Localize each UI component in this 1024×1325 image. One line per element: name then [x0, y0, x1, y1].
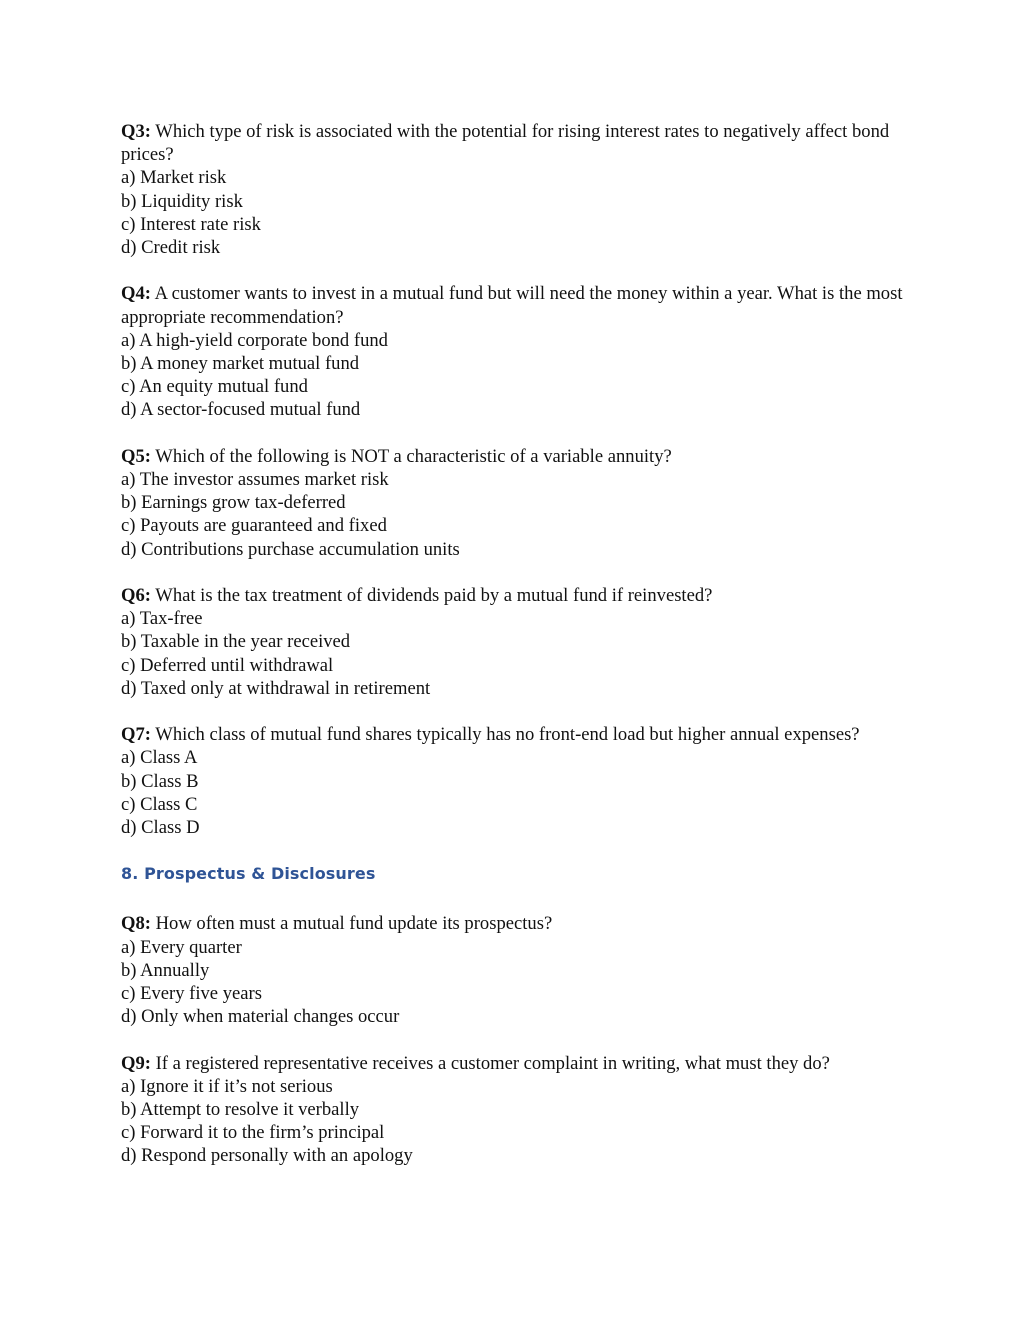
- answer-option: d) Contributions purchase accumulation units: [121, 538, 460, 560]
- answer-option: c) Interest rate risk: [121, 213, 261, 235]
- question-q3: [121, 120, 911, 259]
- question-prompt: What is the tax treatment of dividends paid by a mutual fund if reinvested?: [155, 585, 713, 607]
- answer-option: c) Deferred until withdrawal: [121, 654, 334, 676]
- question-text: [121, 282, 911, 328]
- question-q5: [121, 445, 911, 561]
- question-number: Q5:: [121, 445, 151, 467]
- question-text: [121, 723, 911, 746]
- question-number: Q9:: [121, 1052, 151, 1074]
- question-text: [121, 1052, 911, 1075]
- question-text: [121, 912, 911, 935]
- question-q6: [121, 584, 911, 700]
- answer-option: a) The investor assumes market risk: [121, 469, 389, 491]
- document-page: [121, 120, 911, 1191]
- question-number: Q4:: [121, 283, 151, 305]
- question-text: [121, 445, 911, 468]
- question-text: [121, 120, 911, 166]
- answer-option: d) A sector-focused mutual fund: [121, 399, 361, 421]
- answer-option: a) Ignore it if it’s not serious: [121, 1075, 333, 1097]
- answer-option: a) A high-yield corporate bond fund: [121, 329, 388, 351]
- question-prompt: Which class of mutual fund shares typically has no front-end load but higher annual expenses?: [155, 724, 860, 746]
- question-prompt: Which of the following is NOT a characteristic of a variable annuity?: [155, 445, 672, 467]
- answer-option: d) Class D: [121, 817, 200, 839]
- question-prompt: How often must a mutual fund update its prospectus?: [155, 913, 553, 935]
- answer-option: d) Only when material changes occur: [121, 1006, 400, 1028]
- question-q7: [121, 723, 911, 839]
- answer-option: b) Attempt to resolve it verbally: [121, 1099, 360, 1121]
- question-text: [121, 584, 911, 607]
- question-prompt: A customer wants to invest in a mutual fund but will need the money within a year. What is the most appropriate recommendation?: [121, 283, 903, 328]
- answer-option: d) Respond personally with an apology: [121, 1145, 413, 1167]
- answer-option: a) Market risk: [121, 167, 227, 189]
- answer-option: b) Annually: [121, 959, 210, 981]
- question-number: Q6:: [121, 585, 151, 607]
- answer-option: b) Liquidity risk: [121, 190, 243, 212]
- answer-option: c) Forward it to the firm’s principal: [121, 1122, 385, 1144]
- answer-option: c) An equity mutual fund: [121, 376, 308, 398]
- question-q4: [121, 282, 911, 421]
- answer-option: c) Class C: [121, 793, 198, 815]
- answer-option: b) A money market mutual fund: [121, 353, 360, 375]
- answer-option: b) Class B: [121, 770, 199, 792]
- question-q8: [121, 912, 911, 1028]
- section-heading: 8. Prospectus & Disclosures: [121, 864, 376, 884]
- answer-option: d) Taxed only at withdrawal in retirement: [121, 677, 431, 699]
- answer-option: c) Payouts are guaranteed and fixed: [121, 515, 387, 537]
- question-q9: [121, 1052, 911, 1168]
- question-prompt: If a registered representative receives a customer complaint in writing, what must they do?: [155, 1052, 830, 1074]
- answer-option: b) Earnings grow tax-deferred: [121, 492, 346, 514]
- question-prompt: Which type of risk is associated with the potential for rising interest rates to negatively affect bond prices?: [121, 121, 890, 166]
- question-number: Q7:: [121, 724, 151, 746]
- answer-option: a) Tax-free: [121, 608, 203, 630]
- question-number: Q8:: [121, 913, 151, 935]
- answer-option: a) Every quarter: [121, 936, 242, 958]
- question-number: Q3:: [121, 121, 151, 142]
- answer-option: a) Class A: [121, 747, 198, 769]
- answer-option: d) Credit risk: [121, 237, 221, 259]
- answer-option: b) Taxable in the year received: [121, 631, 351, 653]
- answer-option: c) Every five years: [121, 983, 262, 1005]
